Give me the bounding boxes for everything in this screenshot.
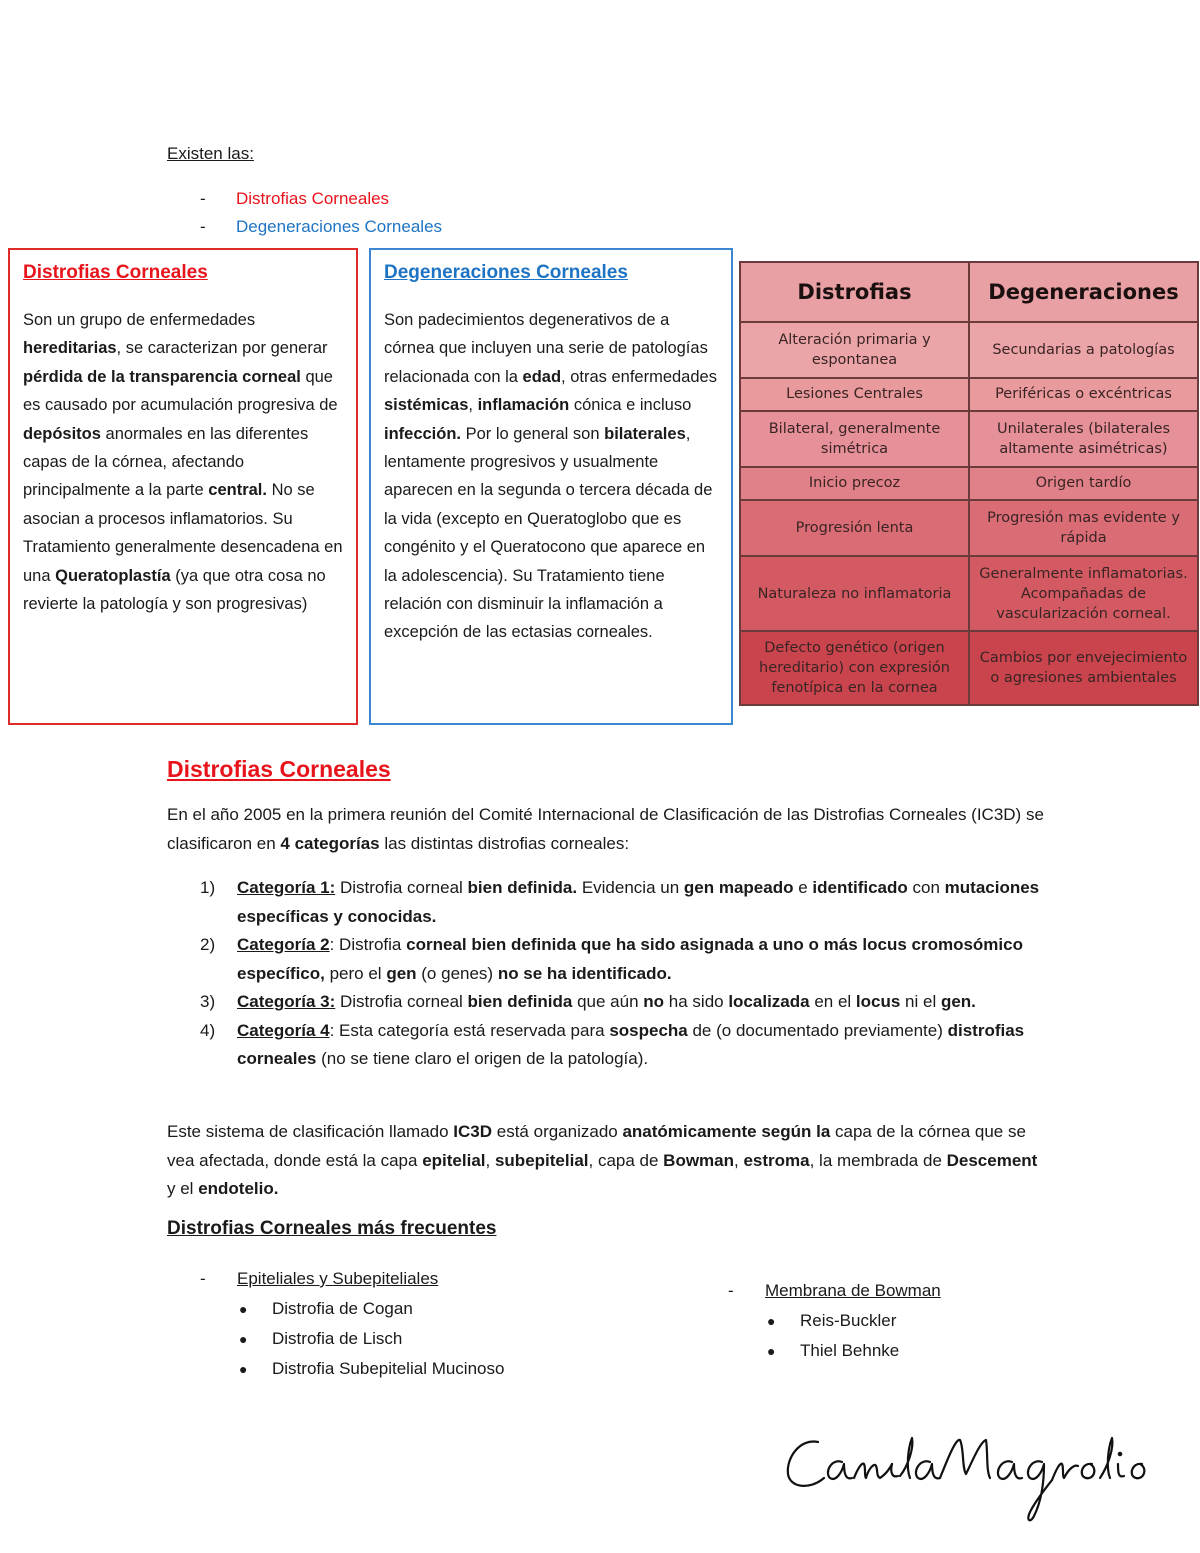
intro-item-degeneraciones [200, 213, 442, 241]
bold-text: identificado [812, 878, 908, 897]
bullet-icon: ● [239, 1331, 248, 1347]
cell-distrofias: Bilateral, generalmente simétrica [740, 411, 969, 467]
group-label: Epiteliales y Subepiteliales [237, 1269, 439, 1288]
bold-text: sistémicas [384, 396, 469, 415]
bold-text: mutaciones específicas y conocidas. [237, 878, 1040, 926]
bold-text: Descement [946, 1150, 1038, 1170]
bold-text: pérdida de la transparencia corneal [23, 367, 301, 386]
bold-text: gen. [940, 992, 976, 1011]
text-segment: y el [167, 1179, 199, 1198]
text-segment: En el año 2005 en la primera reunión del Comité Internacional de Clasificación de las Distrofias Corneales (IC3D) se clasificaron en [167, 805, 1044, 853]
bullet-icon: ● [767, 1343, 776, 1359]
table-row [740, 378, 1198, 411]
category-item [200, 874, 1050, 931]
group-heading [728, 1276, 941, 1306]
text-segment: con [907, 878, 945, 897]
section-intro-paragraph [167, 801, 1047, 858]
bold-text: gen [386, 963, 417, 983]
text-segment: : Distrofia [329, 935, 407, 954]
intro-item-distrofias [200, 185, 442, 213]
text-segment: Evidencia un [577, 878, 684, 897]
bold-text: bilaterales [604, 424, 686, 443]
text-segment: : Esta categoría está reservada para [329, 1020, 610, 1040]
bold-text: central. [208, 481, 267, 500]
bold-text: anatómicamente según la [622, 1122, 831, 1141]
bold-text: bien definida. [467, 878, 578, 897]
group-epiteliales [200, 1264, 504, 1384]
text-segment: , [485, 1150, 495, 1170]
group-list [200, 1294, 504, 1384]
cell-degeneraciones: Unilaterales (bilaterales altamente asimétricas) [969, 411, 1198, 467]
degeneraciones-box [369, 248, 733, 725]
text-segment: que aún [572, 992, 644, 1011]
bold-text: epitelial [422, 1150, 486, 1170]
text-segment: ni el [900, 992, 941, 1011]
bullet-icon: ● [239, 1301, 248, 1317]
group-list [728, 1306, 941, 1366]
bold-text: 4 categorías [280, 833, 380, 853]
list-item-label: Distrofia de Cogan [272, 1299, 413, 1318]
category-label: Categoría 1: [237, 878, 336, 897]
group-heading [200, 1264, 504, 1294]
cell-degeneraciones: Generalmente inflamatorias. Acompañadas de vascularización corneal. [969, 556, 1198, 632]
list-item-label: Distrofia Subepitelial Mucinoso [272, 1359, 505, 1378]
text-segment: , [734, 1150, 744, 1170]
bold-text: bien definida [467, 992, 573, 1011]
distrofias-box [8, 248, 358, 725]
bold-text: localizada [728, 992, 810, 1011]
bold-text: Bowman [663, 1150, 735, 1170]
text-segment: Distrofia corneal [335, 992, 468, 1011]
list-item [765, 1336, 941, 1366]
frecuentes-title: Distrofias Corneales más frecuentes [167, 1218, 497, 1239]
table-header-row [740, 262, 1198, 322]
bold-text: Queratoplastía [55, 566, 171, 585]
degeneraciones-box-title: Degeneraciones Corneales [384, 262, 628, 283]
text-segment: , lentamente progresivos y usualmente aparecen en la segunda o tercera década de la vida (excepto en Queratoglobo que es congénito y el Queratocono que aparece en la adolescencia). Su Tratamiento tiene relación con disminuir la inflamación a excepción de las ectasias corneales. [384, 424, 713, 642]
cell-distrofias: Defecto genético (origen hereditario) con expresión fenotípica en la cornea [740, 631, 969, 705]
list-dash: - [200, 189, 206, 208]
list-item [237, 1324, 504, 1354]
intro-item-label: Distrofias Corneales [236, 189, 390, 208]
text-segment: No se asocian a procesos inflamatorios. Su Tratamiento generalmente desencadena en una [23, 481, 343, 585]
text-segment: , [468, 396, 478, 415]
text-segment: Distrofia corneal [335, 878, 468, 897]
cell-distrofias: Progresión lenta [740, 500, 969, 556]
bold-text: inflamación [477, 396, 570, 415]
bold-text: infección. [384, 424, 462, 443]
section-title: Distrofias Corneales [167, 756, 391, 782]
bold-text: distrofias corneales [237, 1020, 1025, 1068]
category-label: Categoría 4 [237, 1020, 330, 1040]
text-segment: pero el [324, 963, 387, 983]
cell-distrofias: Naturaleza no inflamatoria [740, 556, 969, 632]
signature-image [780, 1428, 1180, 1528]
list-item-label: Distrofia de Lisch [272, 1329, 403, 1348]
cell-degeneraciones: Periféricas o excéntricas [969, 378, 1198, 411]
category-item [200, 1017, 1050, 1074]
category-item [200, 988, 1050, 1017]
list-item-label: Reis-Buckler [800, 1311, 897, 1330]
table-row [740, 322, 1198, 378]
text-segment: , capa de [588, 1150, 664, 1170]
text-segment: Son padecimientos degenerativos de a córnea que incluyen una serie de patologías relacionada con la [384, 311, 708, 386]
table-row [740, 467, 1198, 500]
cell-distrofias: Lesiones Centrales [740, 378, 969, 411]
cell-degeneraciones: Secundarias a patologías [969, 322, 1198, 378]
bold-text: sospecha [609, 1020, 688, 1040]
bold-text: edad [522, 367, 562, 386]
list-item [237, 1294, 504, 1324]
category-list [200, 874, 1050, 1074]
bold-text: depósitos [23, 424, 101, 443]
cell-distrofias: Alteración primaria y espontanea [740, 322, 969, 378]
group-bowman [728, 1276, 941, 1366]
bullet-icon: ● [767, 1313, 776, 1329]
list-item-label: Thiel Behnke [800, 1341, 900, 1360]
table-row [740, 556, 1198, 632]
text-segment: anormales en las diferentes capas de la córnea, afectando principalmente a la parte [23, 424, 309, 500]
distrofias-box-title: Distrofias Corneales [23, 262, 208, 283]
category-number: 4) [200, 1020, 216, 1040]
text-segment: (ya que otra cosa no revierte la patología y son progresivas) [23, 566, 326, 614]
bold-text: no [643, 992, 665, 1011]
table-row [740, 500, 1198, 556]
category-number: 2) [200, 935, 216, 954]
bold-text: corneal bien definida que ha sido asignada a uno o más locus cromosómico específico, [237, 935, 1023, 983]
table-row [740, 631, 1198, 705]
cell-degeneraciones: Cambios por envejecimiento o agresiones ambientales [969, 631, 1198, 705]
text-segment: Este sistema de clasificación llamado [167, 1122, 454, 1141]
text-segment: Son un grupo de enfermedades [23, 311, 256, 329]
intro-title: Existen las: [167, 144, 254, 163]
bold-text: estroma [743, 1150, 810, 1170]
cell-degeneraciones: Progresión mas evidente y rápida [969, 500, 1198, 556]
intro-list [200, 185, 442, 241]
list-item [765, 1306, 941, 1336]
text-segment: las distintas distrofias corneales: [379, 833, 630, 853]
bold-text: endotelio. [198, 1179, 279, 1198]
category-label: Categoría 3: [237, 992, 336, 1011]
bold-text: no se ha identificado. [497, 963, 672, 983]
list-dash: - [200, 1269, 206, 1288]
text-segment: (no se tiene claro el origen de la patología). [316, 1049, 649, 1068]
category-label: Categoría 2 [237, 935, 330, 954]
text-segment: cónica e incluso [569, 396, 692, 415]
category-item [200, 931, 1050, 988]
text-segment: en el [809, 992, 856, 1011]
bold-text: hereditarias [23, 339, 117, 358]
text-segment: , la membrada de [809, 1150, 947, 1170]
text-segment: , se caracterizan por generar [116, 339, 328, 358]
table-header-degeneraciones: Degeneraciones [969, 262, 1198, 322]
comparison-table [739, 261, 1199, 706]
list-dash: - [200, 217, 206, 236]
text-segment: e [793, 878, 813, 897]
text-segment: Por lo general son [461, 424, 605, 443]
list-dash: - [728, 1281, 734, 1300]
cell-distrofias: Inicio precoz [740, 467, 969, 500]
cell-degeneraciones: Origen tardío [969, 467, 1198, 500]
text-segment: (o genes) [416, 963, 498, 983]
text-segment: de (o documentado previamente) [687, 1020, 948, 1040]
bold-text: gen mapeado [683, 878, 794, 897]
text-segment: , otras enfermedades [561, 367, 717, 386]
degeneraciones-box-text [384, 306, 720, 647]
bold-text: subepitelial [494, 1150, 589, 1170]
text-segment: ha sido [664, 992, 729, 1011]
group-label: Membrana de Bowman [765, 1281, 941, 1300]
bold-text: IC3D [453, 1122, 493, 1141]
list-item [237, 1354, 504, 1384]
bold-text: locus [855, 992, 901, 1011]
bullet-icon: ● [239, 1361, 248, 1377]
intro-item-label: Degeneraciones Corneales [236, 217, 443, 236]
distrofias-box-text [23, 306, 345, 618]
category-number: 1) [200, 878, 216, 897]
text-segment: capa de la córnea que se vea afectada, donde está la capa [167, 1122, 1026, 1170]
category-number: 3) [200, 992, 216, 1011]
text-segment: está organizado [492, 1122, 623, 1141]
table-header-distrofias: Distrofias [740, 262, 969, 322]
table-row [740, 411, 1198, 467]
text-segment: que es causado por acumulación progresiva de [23, 367, 338, 415]
ic3d-paragraph [167, 1118, 1047, 1204]
